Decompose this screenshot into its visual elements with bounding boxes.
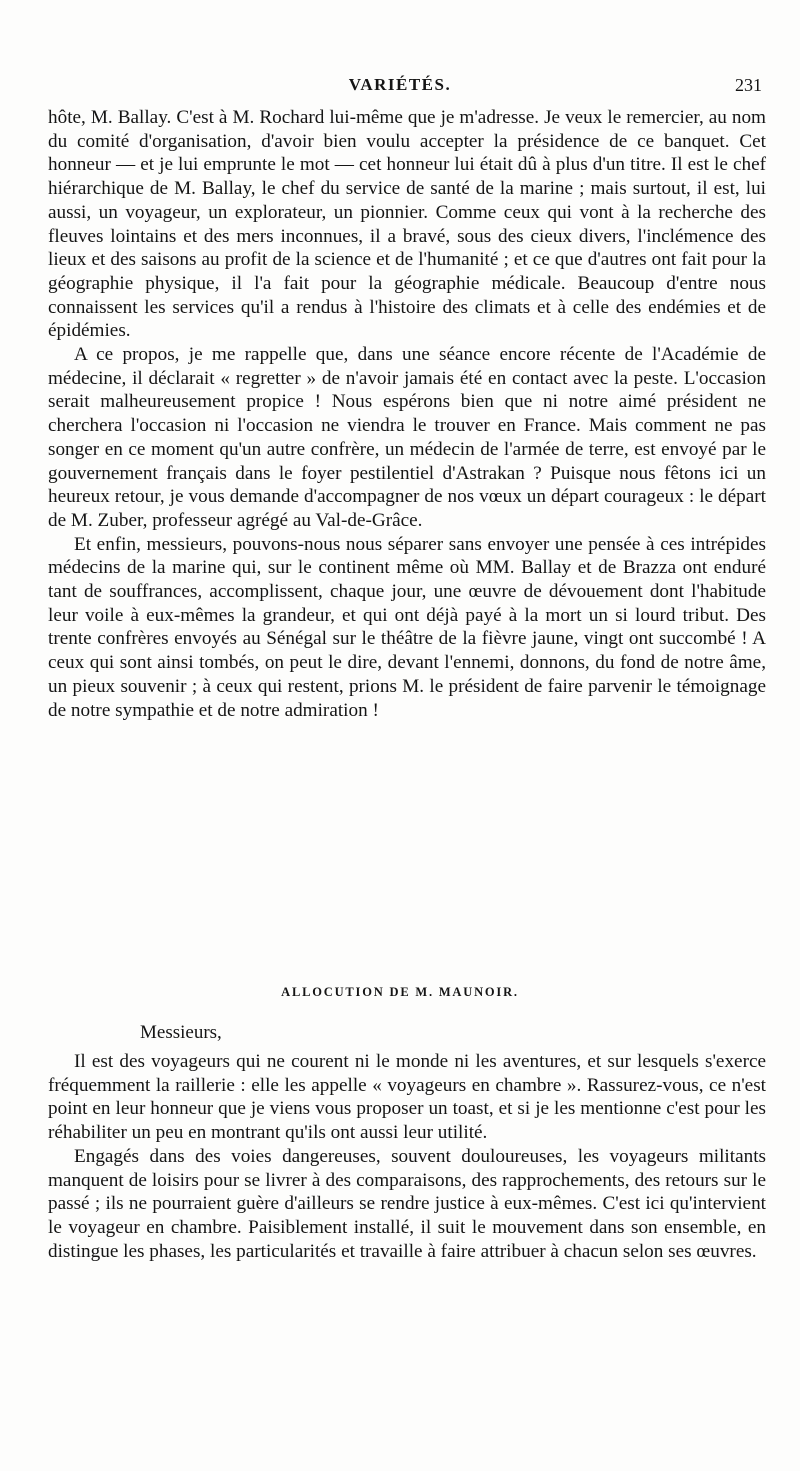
section-heading: ALLOCUTION DE M. MAUNOIR. — [281, 985, 519, 999]
running-title: VARIÉTÉS. — [348, 75, 452, 94]
page-number: 231 — [735, 75, 762, 95]
salutation: Messieurs, — [140, 1022, 222, 1043]
paragraph: hôte, M. Ballay. C'est à M. Rochard lui-même que je m'adresse. Je veux le remercier, au nom du comité d'organisation, d'avoir bien voulu accepter la présidence de ce banquet. Cet honneur — et je lui emprunte le mot — cet honneur lui était dû à plus d'un titre. Il est le chef hiérarchique de M. Ballay, le chef du service de santé de la marine ; mais surtout, il est, lui aussi, un voyageur, un explorateur, un pionnier. Comme ceux qui vont à la recherche des fleuves lointains et des mers inconnues, il a bravé, sous des cieux divers, l'inclémence des lieux et des saisons au profit de la science et de l'humanité ; et ce que d'autres ont fait pour la géographie physique, il l'a fait pour la géographie médicale. Beaucoup d'entre nous connaissent les services qu'il a rendus à l'histoire des climats et à celle des endémies et de épidémies. — [48, 107, 766, 342]
letter-body — [48, 106, 766, 722]
paragraph: Engagés dans des voies dangereuses, souvent douloureuses, les voyageurs militants manquent de loisirs pour se livrer à des comparaisons, des rapprochements, des retours sur le passé ; ils ne pourraient guère d'ailleurs se rendre justice à eux-mêmes. C'est ici qu'intervient le voyageur en chambre. Paisiblement installé, il suit le mouvement dans son ensemble, en distingue les phases, les particularités et travaille à faire attribuer à chacun selon ses œuvres. — [48, 1145, 766, 1262]
paragraph: A ce propos, je me rappelle que, dans une séance encore récente de l'Académie de médecine, il déclarait « regretter » de n'avoir jamais été en contact avec la peste. L'occasion serait malheureusement propice ! Nous espérons bien que ni notre aimé président ne cherchera l'occasion ni l'occasion ne viendra le trouver en France. Mais comment ne pas songer en ce moment qu'un autre confrère, un médecin de l'armée de terre, est envoyé par le gouvernement français dans le foyer pestilentiel d'Astrakan ? Puisque nous fêtons ici un heureux retour, je vous demande d'accompagner de nos vœux un départ courageux : le départ de M. Zuber, professeur agrégé au Val-de-Grâce. — [48, 344, 766, 531]
paragraph: Et enfin, messieurs, pouvons-nous nous séparer sans envoyer une pensée à ces intrépides médecins de la marine qui, sur le continent même où MM. Ballay et de Brazza ont enduré tant de souffrances, accomplissent, chaque jour, une œuvre de dévouement dont l'habitude leur voile à eux-mêmes la grandeur, et qui ont déjà payé à la mort un si lourd tribut. Des trente confrères envoyés au Sénégal sur le théâtre de la fièvre jaune, vingt ont succombé ! A ceux qui sont ainsi tombés, on peut le dire, devant l'ennemi, donnons, du fond de notre âme, un pieux souvenir ; à ceux qui restent, prions M. le président de faire parvenir le témoignage de notre sympathie et de notre admiration ! — [48, 533, 766, 721]
paragraph: Il est des voyageurs qui ne courent ni le monde ni les aventures, et sur lesquels s'exerce fréquemment la raillerie : elle les appelle « voyageurs en chambre ». Rassurez-vous, ce n'est point en leur honneur que je viens vous proposer un toast, et si je les mentionne c'est pour les réhabiliter un peu en montrant qu'ils ont aussi leur utilité. — [48, 1051, 766, 1144]
running-head — [0, 75, 800, 99]
speech-body — [48, 1050, 766, 1263]
